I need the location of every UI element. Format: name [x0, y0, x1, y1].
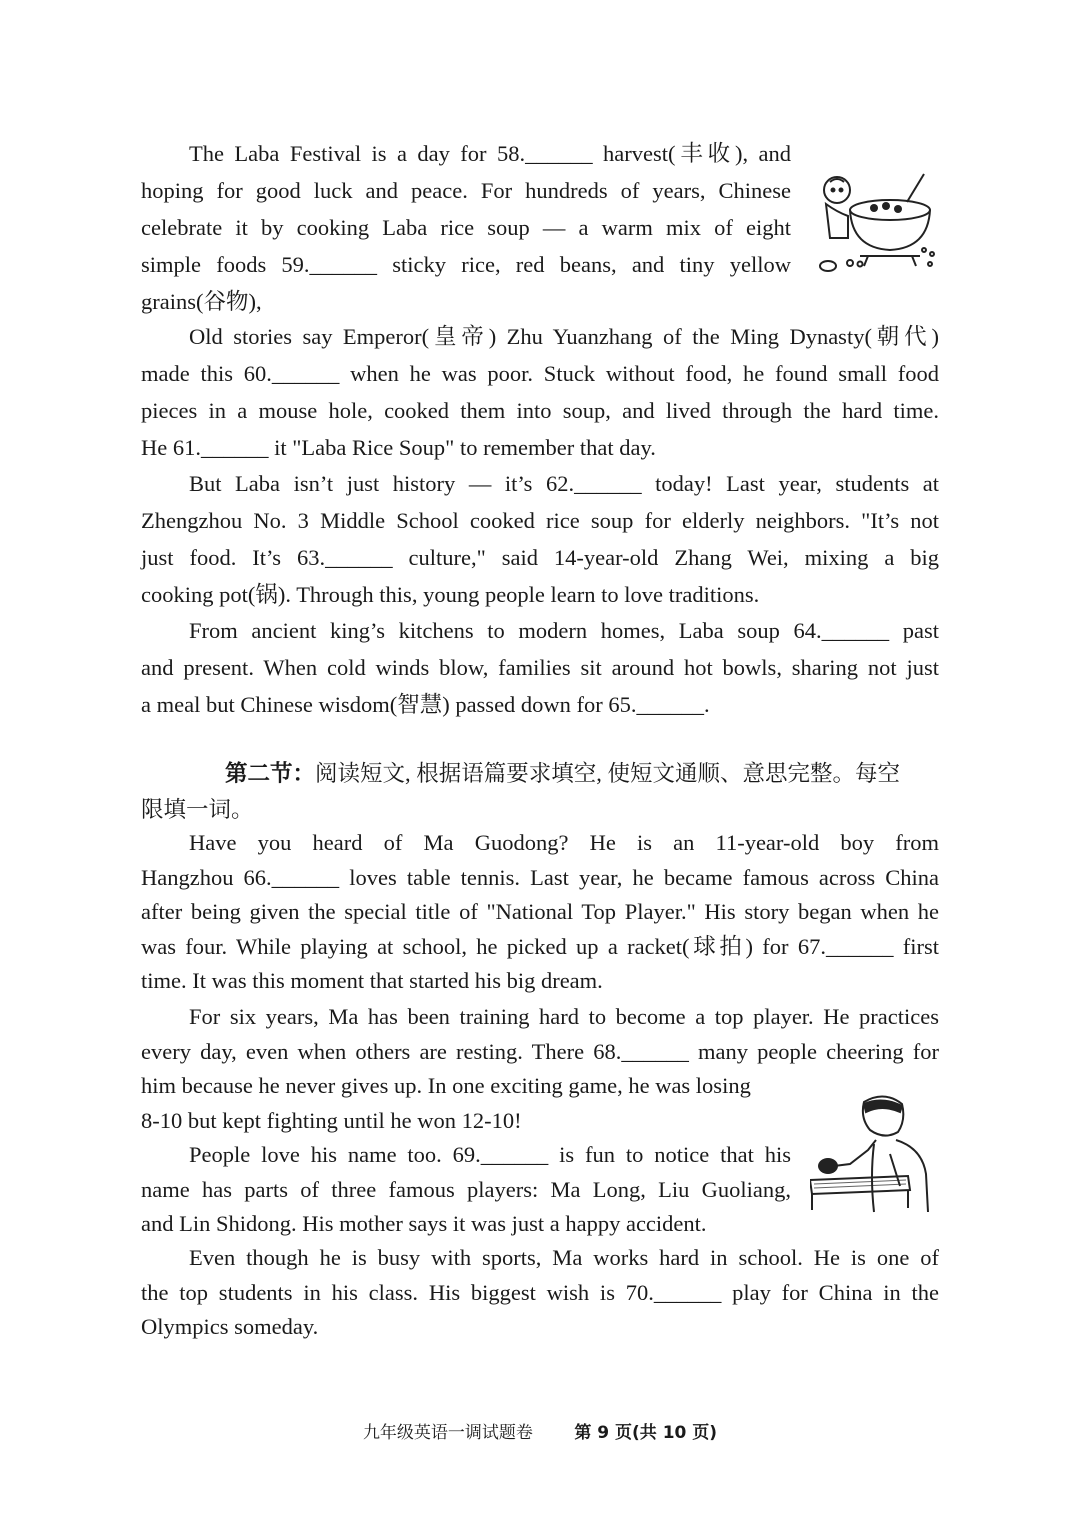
text-line: and present. When cold winds blow, families sit around hot bowls, sharing not just [141, 655, 939, 680]
text-line: Have you heard of Ma Guodong? He is an 11-year-old boy from [189, 830, 939, 855]
text-line: just food. It’s 63.______ culture," said 14-year-old Zhang Wei, mixing a big [141, 545, 939, 570]
text-line: simple foods 59.______ sticky rice, red beans, and tiny yellow [141, 252, 791, 277]
text-line: 8-10 but kept fighting until he won 12-10! [141, 1107, 522, 1133]
boy-stirring-pot-icon [812, 168, 942, 276]
instruction-text: 阅读短文, 根据语篇要求填空, 使短文通顺、意思完整。每空 [315, 761, 901, 786]
text-line: the top students in his class. His biggest wish is 70.______ play for China in the [141, 1279, 939, 1305]
text-line: Old stories say Emperor(皇帝) Zhu Yuanzhang of the Ming Dynasty(朝代) [189, 324, 939, 349]
text-line: Zhengzhou No. 3 Middle School cooked rice soup for elderly neighbors. "It’s not [141, 508, 939, 533]
text-line: cooking pot(锅). Through this, young people learn to love traditions. [141, 582, 760, 607]
section2-instructions [141, 756, 939, 828]
text-line: The Laba Festival is a day for 58.______ harvest(丰收), and [189, 141, 791, 166]
exam-title: 九年级英语一调试题卷 [362, 1423, 533, 1443]
section-heading: 第二节： [225, 761, 316, 786]
text-line: Even though he is busy with sports, Ma works hard in school. He is one of [189, 1245, 939, 1270]
passage2-paragraph4 [141, 1241, 939, 1345]
text-line: after being given the special title of "National Top Player." His story began when he [141, 899, 939, 924]
passage1-paragraph2 [141, 318, 939, 466]
text-line: made this 60.______ when he was poor. Stuck without food, he found small food [141, 361, 939, 386]
text-line: and Lin Shidong. His mother says it was just a happy accident. [141, 1211, 707, 1236]
passage1-paragraph1 [141, 135, 791, 320]
text-line: Hangzhou 66.______ loves table tennis. Last year, he became famous across China [141, 864, 939, 890]
passage1-paragraph4 [141, 612, 939, 723]
passage2-paragraph3 [141, 1138, 791, 1242]
text-line: People love his name too. 69.______ is fun to notice that his [189, 1142, 791, 1167]
text-line: But Laba isn’t just history — it’s 62.______ today! Last year, students at [189, 471, 939, 496]
text-line: hoping for good luck and peace. For hundreds of years, Chinese [141, 178, 791, 203]
text-line: celebrate it by cooking Laba rice soup — a warm mix of eight [141, 215, 791, 240]
text-line: was four. While playing at school, he picked up a racket(球拍) for 67.______ first [141, 933, 939, 959]
text-line: grains(谷物), [141, 289, 262, 314]
text-line: every day, even when others are resting. There 68.______ many people cheering for [141, 1038, 939, 1064]
text-line: For six years, Ma has been training hard to become a top player. He practices [189, 1004, 939, 1029]
page-number: 第 9 页(共 10 页) [574, 1423, 718, 1443]
passage2-paragraph1 [141, 826, 939, 999]
text-line: Olympics someday. [141, 1314, 319, 1339]
text-line: He 61.______ it "Laba Rice Soup" to remember that day. [141, 435, 656, 460]
boy-playing-table-tennis-icon [810, 1090, 942, 1220]
text-line: From ancient king’s kitchens to modern homes, Laba soup 64.______ past [189, 618, 939, 643]
text-line: time. It was this moment that started his big dream. [141, 968, 603, 993]
passage1-paragraph3 [141, 465, 939, 613]
page-footer [0, 1418, 1080, 1443]
text-line: pieces in a mouse hole, cooked them into soup, and lived through the hard time. [141, 398, 939, 423]
text-line: name has parts of three famous players: Ma Long, Liu Guoliang, [141, 1176, 791, 1202]
text-line: a meal but Chinese wisdom(智慧) passed down for 65.______. [141, 692, 710, 717]
instruction-text: 限填一词。 [141, 797, 254, 822]
text-line: him because he never gives up. In one exciting game, he was losing [141, 1073, 751, 1098]
